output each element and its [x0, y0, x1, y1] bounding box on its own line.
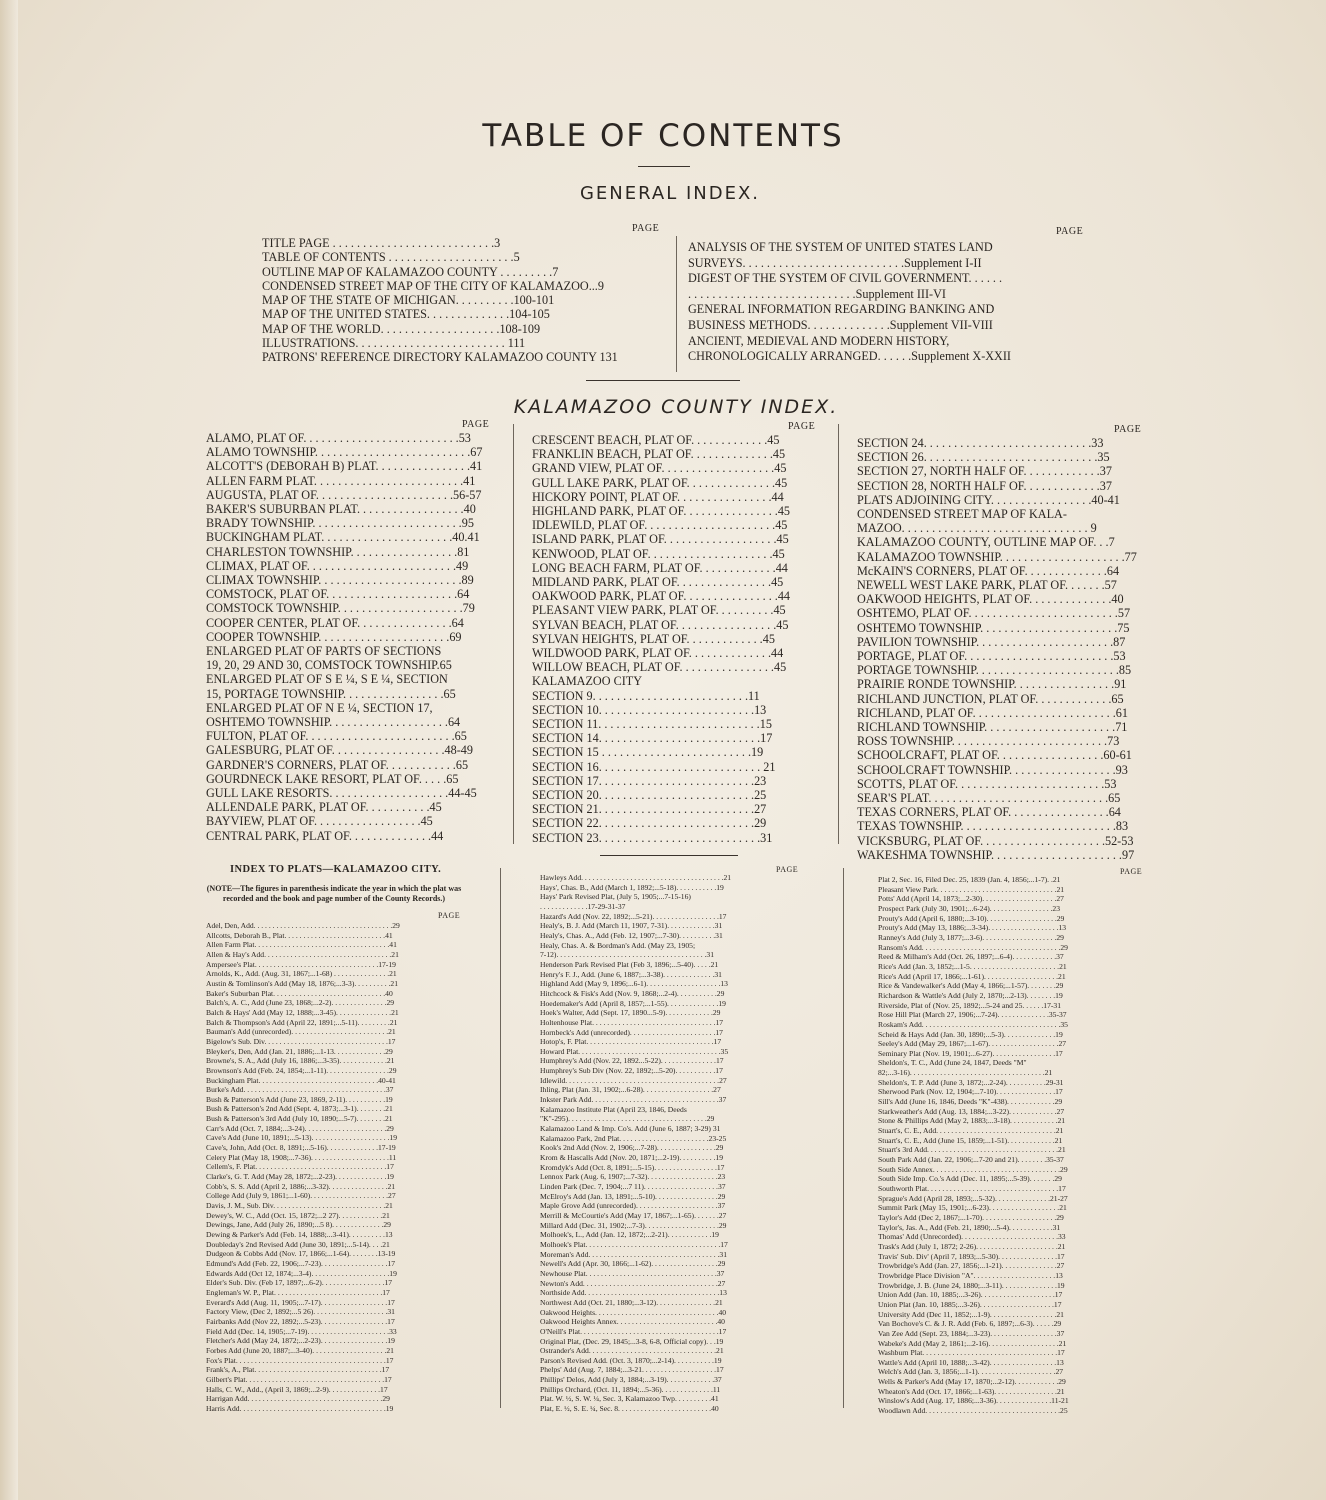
- county-index-entry: FULTON, PLAT OF. . . . . . . . . . . . . . . . . . . . . . . . .65: [206, 729, 467, 744]
- general-index-entry: CONDENSED STREET MAP OF THE CITY OF KALAMAZOO...9: [262, 278, 604, 293]
- page-label-plats-1: PAGE: [438, 911, 461, 920]
- plat-index-entry: Seeley's Add (May 29, 1867;...1-67). . . . . . . . . . . . . . . . . . .27: [878, 1039, 1067, 1049]
- plat-index-entry: Taylor's Add (Dec 2, 1867;...1-70). . . . . . . . . . . . . . . . . . . .29: [878, 1212, 1064, 1222]
- plat-index-entry: Prouty's Add (April 6, 1880;...3-10). . . . . . . . . . . . . . . . . . .29: [878, 913, 1065, 923]
- plat-index-entry: Millard Add (Dec. 31, 1902;...7-3). . . . . . . . . . . . . . . . . . . .29: [540, 1220, 727, 1230]
- plat-index-entry: Ihling, Plat (Jan. 31, 1902;...6-28). . . . . . . . . . . . . . . . . . .27: [540, 1085, 721, 1095]
- county-index-entry: COMSTOCK, PLAT OF. . . . . . . . . . . . . . . . . . . . . .64: [206, 587, 470, 602]
- plat-index-entry: Merrill & McCourtie's Add (May 17, 1867;...1-65). . . . . . .27: [540, 1210, 727, 1220]
- plat-index-entry: Healy's, Chas. A., Add (Feb. 12, 1907;...7-30). . . . . . . . . .31: [540, 930, 723, 940]
- general-index-entry: TABLE OF CONTENTS . . . . . . . . . . . . . . . . . . . . .5: [262, 250, 520, 265]
- plat-index-entry: Pleasant View Park. . . . . . . . . . . . . . . . . . . . . . . . . . . . . . . .21: [878, 884, 1065, 894]
- plat-index-entry: Hays', Chas. B., Add (March 1, 1892;...5-18). . . . . . . . . . .19: [540, 882, 724, 892]
- plat-index-entry: Kromdyk's Add (Oct. 8, 1891;...5-15). . . . . . . . . . . . . . . . .17: [540, 1162, 725, 1172]
- county-index-entry: LONG BEACH FARM, PLAT OF. . . . . . . . . . . . .44: [532, 560, 788, 575]
- plat-index-entry: Newhouse Plat. . . . . . . . . . . . . . . . . . . . . . . . . . . . . . . . . . .37: [540, 1268, 725, 1278]
- plat-index-entry: Edwards Add (Oct 12, 1874;...3-4). . . . . . . . . . . . . . . . . . . . .19: [206, 1268, 397, 1278]
- county-index-entry: OSHTEMO, PLAT OF. . . . . . . . . . . . . . . . . . . . . . . . .57: [857, 606, 1131, 621]
- county-index-entry: BUCKINGHAM PLAT. . . . . . . . . . . . . . . . . . . . . .40.41: [206, 530, 480, 545]
- county-index-entry: WILDWOOD PARK, PLAT OF. . . . . . . . . . . . . .44: [532, 646, 784, 661]
- county-divider-1: [513, 424, 514, 844]
- plat-index-entry: University Add (Dec 11, 1852;...1-9). . . . . . . . . . . . . . . . . .21: [878, 1309, 1064, 1319]
- county-index-entry: GULL LAKE RESORTS. . . . . . . . . . . . . . . . . . . .44-45: [206, 786, 477, 801]
- general-index-entry: MAP OF THE UNITED STATES. . . . . . . . . . . . . .104-105: [262, 307, 550, 322]
- plat-index-entry: McElroy's Add (Jan. 13, 1891;...5-10). . . . . . . . . . . . . . . . .29: [540, 1191, 726, 1201]
- plat-index-entry: Plat, E. ½, S. E. ¼, Sec. 8. . . . . . . . . . . . . . . . . . . . . . . . .40: [540, 1404, 719, 1414]
- plat-index-entry: . . . . . . . . . . . . .17-29-31-37: [540, 901, 626, 911]
- plat-index-entry: Richardson & Wattle's Add (July 2, 1870;...2-13). . . . . . . .19: [878, 990, 1063, 1000]
- plat-index-entry: Kalamazoo Park, 2nd Plat. . . . . . . . . . . . . . . . . . . . . . . .23-25: [540, 1133, 727, 1143]
- plat-index-entry: Molhoek's Plat. . . . . . . . . . . . . . . . . . . . . . . . . . . . . . . . . . . .17: [540, 1239, 728, 1249]
- county-index-entry: KALAMAZOO TOWNSHIP. . . . . . . . . . . . . . . . . . . . .77: [857, 549, 1137, 564]
- county-index-entry: WAKESHMA TOWNSHIP. . . . . . . . . . . . . . . . . . . . . .97: [857, 847, 1135, 862]
- plat-index-entry: South Side Imp. Co.'s Add (Dec. 11, 1895;...5-39). . . . . . .29: [878, 1174, 1062, 1184]
- general-index-entry: TITLE PAGE . . . . . . . . . . . . . . . . . . . . . . . . . . .3: [262, 236, 501, 250]
- page-label-plats-3: PAGE: [1120, 867, 1143, 876]
- plat-index-entry: Field Add (Dec. 14, 1905;...7-19). . . . . . . . . . . . . . . . . . . . . .33: [206, 1326, 397, 1336]
- page-label-plats-2: PAGE: [776, 865, 799, 874]
- plat-index-entry: Allcotts, Deborah B., Plat. . . . . . . . . . . . . . . . . . . . . . . . . . .41: [206, 930, 393, 940]
- plat-index-entry: Stone & Phillips Add (May 2, 1883;...3-18). . . . . . . . . . . . .21: [878, 1116, 1066, 1126]
- plat-index-entry: Kalamazoo Land & Imp. Co's. Add (June 6, 1887; 3-29) 31: [540, 1124, 721, 1134]
- plat-index-entry: Sherwood Park (Nov. 12, 1904;...7-10). . . . . . . . . . . . . . . .17: [878, 1087, 1063, 1097]
- general-index-entry: DIGEST OF THE SYSTEM OF CIVIL GOVERNMENT. . . . . .: [688, 271, 1003, 286]
- county-index-entry: WILLOW BEACH, PLAT OF. . . . . . . . . . . . . . . .45: [532, 660, 787, 675]
- county-index-col2: [532, 433, 816, 845]
- plat-index-entry: Rice & Vandewalker's Add (May 4, 1866;...1-57). . . . . . . .29: [878, 981, 1064, 991]
- plat-index-entry: Harrigan Add. . . . . . . . . . . . . . . . . . . . . . . . . . . . . . . . . . . .29: [206, 1394, 390, 1404]
- plat-index-entry: Potts' Add (April 14, 1873;...2-30). . . . . . . . . . . . . . . . . . . .27: [878, 894, 1064, 904]
- plats-index-col3: [878, 875, 1140, 1416]
- plat-index-entry: Wheaton's Add (Oct. 17, 1866;...1-63). . . . . . . . . . . . . . . . .21: [878, 1386, 1065, 1396]
- plat-index-entry: Hays' Park Revised Plat, (July 5, 1905;...7-15-16): [540, 892, 691, 902]
- plat-index-entry: Sheldon's, T. C., Add (June 24, 1847, Deeds "M": [878, 1058, 1027, 1068]
- county-index-entry: McKAIN'S CORNERS, PLAT OF. . . . . . . . . . . . . .64: [857, 563, 1120, 578]
- plat-index-entry: Fox's Plat. . . . . . . . . . . . . . . . . . . . . . . . . . . . . . . . . . . . . . . .17: [206, 1355, 394, 1365]
- general-index-entry: SURVEYS. . . . . . . . . . . . . . . . . . . . . . . . . . .Supplement I-II: [688, 255, 982, 270]
- county-index-col3: [857, 436, 1142, 862]
- county-index-entry: CONDENSED STREET MAP OF KALA-: [857, 507, 1067, 522]
- county-index-entry: NEWELL WEST LAKE PARK, PLAT OF. . . . . . .57: [857, 578, 1117, 593]
- page-edge: [0, 0, 18, 1500]
- county-index-entry: MAZOO. . . . . . . . . . . . . . . . . . . . . . . . . . . . . . . 9: [857, 521, 1097, 536]
- plat-index-entry: Healy, Chas. A. & Bordman's Add. (May 23, 1905;: [540, 940, 696, 950]
- county-index-entry: GULL LAKE PARK, PLAT OF. . . . . . . . . . . . . . .45: [532, 475, 788, 490]
- plat-index-entry: Wattle's Add (April 10, 1888;...3-42). . . . . . . . . . . . . . . . . .13: [878, 1357, 1064, 1367]
- plat-index-entry: Wells & Parker's Add (May 17, 1870;...2-12). . . . . . . . . . . .29: [878, 1377, 1066, 1387]
- plat-index-entry: Healy's, B. J. Add (March 11, 1907, 7-31). . . . . . . . . . . . .31: [540, 921, 723, 931]
- county-index-entry: SEAR'S PLAT. . . . . . . . . . . . . . . . . . . . . . . . . . . . . .65: [857, 791, 1121, 806]
- county-index-entry: GARDNER'S CORNERS, PLAT OF. . . . . . . . . . . .65: [206, 757, 469, 772]
- county-index-entry: SECTION 9. . . . . . . . . . . . . . . . . . . . . . . . . .11: [532, 688, 760, 703]
- general-index-entry: OUTLINE MAP OF KALAMAZOO COUNTY . . . . . . . . .7: [262, 264, 559, 279]
- plat-index-entry: Austin & Tomlinson's Add (May 18, 1876;...3-3). . . . . . . . . .21: [206, 978, 399, 988]
- plats-index-col2: [540, 873, 800, 1414]
- county-index-entry: ALLENDALE PARK, PLAT OF. . . . . . . . . . .45: [206, 800, 442, 815]
- plat-index-entry: Dewing & Parker's Add (Feb. 14, 1888;...3-41). . . . . . . . . .13: [206, 1230, 393, 1239]
- plat-index-entry: Prouty's Add (May 13, 1886;...3-34). . . . . . . . . . . . . . . . . . .13: [878, 923, 1067, 933]
- plat-index-entry: Hoek's Walter, Add (Sept. 17, 1890...5-9). . . . . . . . . . . . .29: [540, 1008, 721, 1018]
- county-index-entry: OSHTEMO TOWNSHIP. . . . . . . . . . . . . . . . . . . .64: [206, 715, 461, 730]
- plat-index-entry: Scheid & Hays Add (Jan. 30, 1890;...5-3). . . . . . . . . . . . . .19: [878, 1029, 1063, 1039]
- plat-index-entry: Holtenhouse Plat. . . . . . . . . . . . . . . . . . . . . . . . . . . . . . . . .17: [540, 1017, 724, 1027]
- general-index-entry: CHRONOLOGICALLY ARRANGED. . . . . .Supplement X-XXII: [688, 349, 1011, 364]
- plat-index-entry: Bauman's Add (unrecorded). . . . . . . . . . . . . . . . . . . . . . . . . .21: [206, 1027, 396, 1037]
- county-index-entry: SECTION 15 . . . . . . . . . . . . . . . . . . . . . . . . .19: [532, 745, 764, 760]
- plat-index-entry: Trowbridge's Add (Jan. 27, 1856;...1-21). . . . . . . . . . . . . . .27: [878, 1261, 1065, 1271]
- county-index-entry: AUGUSTA, PLAT OF. . . . . . . . . . . . . . . . . . . . . . .56-57: [206, 487, 482, 502]
- page-label-county-2: PAGE: [788, 421, 816, 432]
- plat-index-entry: Northside Add. . . . . . . . . . . . . . . . . . . . . . . . . . . . . . . . . . . .13: [540, 1288, 727, 1298]
- plat-index-entry: Plat. W. ½, S. W. ¼, Sec. 3, Kalamazoo Twp. . . . . . . . . .41: [540, 1394, 719, 1404]
- plat-index-entry: Clarke's, G. T. Add (May 28, 1872;...2-23). . . . . . . . . . . . . .19: [206, 1172, 394, 1182]
- general-index-entry: ILLUSTRATIONS. . . . . . . . . . . . . . . . . . . . . . . . . 111: [262, 336, 526, 351]
- plat-index-entry: Travis' Sub. Div' (April 7, 1893;...5-30). . . . . . . . . . . . . . . .17: [878, 1251, 1065, 1261]
- plat-index-entry: Cellem's, F. Plat. . . . . . . . . . . . . . . . . . . . . . . . . . . . . . . . . . .17: [206, 1162, 394, 1172]
- plat-index-entry: Summit Park (May 15, 1901;...6-23). . . . . . . . . . . . . . . . . . .21: [878, 1203, 1067, 1213]
- plat-index-entry: Allen & Hay's Add. . . . . . . . . . . . . . . . . . . . . . . . . . . . . . . . . .21: [206, 949, 399, 959]
- plat-index-entry: Inkster Park Add. . . . . . . . . . . . . . . . . . . . . . . . . . . . . . . . . .37: [540, 1095, 727, 1105]
- plat-index-entry: Washburn Plat. . . . . . . . . . . . . . . . . . . . . . . . . . . . . . . . . . . .17: [878, 1348, 1065, 1358]
- county-index-entry: ENLARGED PLAT OF N E ¼, SECTION 17,: [206, 700, 433, 715]
- county-index-entry: IDLEWILD, PLAT OF. . . . . . . . . . . . . . . . . . . . . .45: [532, 518, 788, 533]
- plat-index-entry: Bush & Patterson's Add (June 23, 1869, 2-11). . . . . . . . . . .19: [206, 1094, 393, 1104]
- plat-index-entry: Reed & Milham's Add (Oct. 26, 1897;...6-4). . . . . . . . . . . .37: [878, 952, 1064, 962]
- section-rule-1: [586, 380, 740, 381]
- county-index-entry: CENTRAL PARK, PLAT OF. . . . . . . . . . . . . .44: [206, 828, 444, 843]
- plat-index-entry: Burke's Add. . . . . . . . . . . . . . . . . . . . . . . . . . . . . . . . . . . . . .37: [206, 1085, 394, 1095]
- section-rule-2: [600, 855, 738, 856]
- plat-index-entry: Sill's Add (June 16, 1846, Deeds "K"-438). . . . . . . . . . . . .29: [878, 1097, 1063, 1107]
- general-index-entry: PATRONS' REFERENCE DIRECTORY KALAMAZOO COUNTY 131: [262, 350, 618, 365]
- plat-index-entry: Kook's 2nd Add (Nov. 2, 1906;...7-28). . . . . . . . . . . . . . . .29: [540, 1143, 724, 1153]
- county-index-entry: SECTION 27, NORTH HALF OF. . . . . . . . . . . . .37: [857, 464, 1112, 479]
- plat-index-entry: Henry's F. J., Add. (June 6, 1887;...3-38). . . . . . . . . . . . . .31: [540, 969, 722, 979]
- plat-index-entry: 7-12). . . . . . . . . . . . . . . . . . . . . . . . . . . . . . . . . . . . . . . .31: [540, 950, 715, 960]
- plat-index-entry: Arnolds, K., Add. (Aug. 31, 1867;...1-68) . . . . . . . . . . . . . . .21: [206, 969, 397, 979]
- plat-index-entry: Fletcher's Add (May 24, 1872;...2-23). . . . . . . . . . . . . . . . . .19: [206, 1336, 395, 1346]
- plat-index-entry: Henderson Park Revised Plat (Feb 3, 1896;...5-40). . . . .21: [540, 959, 719, 969]
- plat-index-entry: Edmund's Add (Feb. 22, 1906;...7-23). . . . . . . . . . . . . . . . . .17: [206, 1258, 396, 1268]
- plat-index-entry: Union Plat (Jan. 10, 1885;...3-26). . . . . . . . . . . . . . . . . . . .17: [878, 1299, 1062, 1309]
- county-index-entry: GOURDNECK LAKE RESORT, PLAT OF. . . . .65: [206, 771, 459, 786]
- county-index-entry: SCHOOLCRAFT, PLAT OF. . . . . . . . . . . . . . . . . .60-61: [857, 748, 1132, 763]
- county-index-entry: RICHLAND JUNCTION, PLAT OF. . . . . . . . . . . . .65: [857, 691, 1124, 706]
- plat-index-entry: Linden Park (Dec. 7, 1904;...7 11). . . . . . . . . . . . . . . . . . . .37: [540, 1182, 726, 1191]
- plat-index-entry: O'Neill's Plat. . . . . . . . . . . . . . . . . . . . . . . . . . . . . . . . . . . . .17: [540, 1326, 727, 1336]
- plat-index-entry: Hoedemaker's Add (April 8, 1857;...1-55). . . . . . . . . . . . . .19: [540, 998, 726, 1008]
- county-index-entry: GALESBURG, PLAT OF. . . . . . . . . . . . . . . . . . .48-49: [206, 743, 473, 758]
- general-index-entry: BUSINESS METHODS. . . . . . . . . . . . . .Supplement VII-VIII: [688, 317, 993, 332]
- page-label-county-3: PAGE: [1114, 424, 1142, 435]
- county-index-entry: PORTAGE TOWNSHIP. . . . . . . . . . . . . . . . . . . . . . . .85: [857, 663, 1132, 678]
- plat-index-entry: Phillips Orchard, (Oct. 11, 1894;...5-36). . . . . . . . . . . . . .11: [540, 1384, 721, 1394]
- county-index-entry: SCOTTS, PLAT OF. . . . . . . . . . . . . . . . . . . . . . . . .53: [857, 776, 1117, 791]
- county-index-entry: RICHLAND TOWNSHIP. . . . . . . . . . . . . . . . . . . . . .71: [857, 720, 1128, 735]
- county-index-entry: SECTION 26. . . . . . . . . . . . . . . . . . . . . . . . . . . . .35: [857, 450, 1110, 465]
- plat-index-entry: Rice's Add (April 17, 1866;...1-61). . . . . . . . . . . . . . . . . . . .21: [878, 971, 1066, 981]
- plat-index-entry: Moreman's Add. . . . . . . . . . . . . . . . . . . . . . . . . . . . . . . . . . .31: [540, 1249, 727, 1259]
- plat-index-entry: Harris Add. . . . . . . . . . . . . . . . . . . . . . . . . . . . . . . . . . . . . . .19: [206, 1403, 394, 1413]
- plat-index-entry: Carr's Add (Oct. 7, 1884;...3-24). . . . . . . . . . . . . . . . . . . . . .29: [206, 1123, 394, 1133]
- county-index-entry: KALAMAZOO CITY: [532, 674, 643, 689]
- county-index-entry: ISLAND PARK, PLAT OF. . . . . . . . . . . . . . . . . . .45: [532, 532, 789, 547]
- plat-index-entry: Wabeke's Add (May 2, 1861;...2-16). . . . . . . . . . . . . . . . . . .21: [878, 1338, 1067, 1348]
- county-index-entry: ALAMO TOWNSHIP. . . . . . . . . . . . . . . . . . . . . . . . . .67: [206, 445, 483, 460]
- plat-index-entry: Engleman's W. P., Plat. . . . . . . . . . . . . . . . . . . . . . . . . . . . .17: [206, 1287, 390, 1297]
- county-index-entry: CLIMAX TOWNSHIP. . . . . . . . . . . . . . . . . . . . . . . .89: [206, 573, 474, 588]
- plat-index-entry: Rice's Add (Jan. 3, 1852;...1-5. . . . . . . . . . . . . . . . . . . . . . . .21: [878, 961, 1067, 971]
- plat-index-entry: Celery Plat (May 18, 1908;...7-36). . . . . . . . . . . . . . . . . . . . .11: [206, 1152, 397, 1162]
- plat-index-entry: Roskam's Add. . . . . . . . . . . . . . . . . . . . . . . . . . . . . . . . . . . . .35: [878, 1019, 1068, 1029]
- plat-index-entry: Rose Hill Plat (March 27, 1906;...7-24). . . . . . . . . . . . . .35-37: [878, 1010, 1067, 1020]
- county-index-entry: BAYVIEW, PLAT OF. . . . . . . . . . . . . . . . . .45: [206, 814, 433, 829]
- county-index-entry: KENWOOD, PLAT OF. . . . . . . . . . . . . . . . . . . . .45: [532, 546, 785, 561]
- county-index-entry: ALAMO, PLAT OF. . . . . . . . . . . . . . . . . . . . . . . . . .53: [206, 431, 471, 445]
- county-index-entry: SECTION 11. . . . . . . . . . . . . . . . . . . . . . . . . . .15: [532, 717, 772, 732]
- plats-index-note: (NOTE—The figures in parenthesis indicate the year in which the plat was recorded and the book and page number of the County Records.): [206, 884, 462, 903]
- plat-index-entry: Baker's Suburban Plat. . . . . . . . . . . . . . . . . . . . . . . . . . . . . .40: [206, 988, 393, 998]
- county-index-entry: SCHOOLCRAFT TOWNSHIP. . . . . . . . . . . . . . . . . .93: [857, 762, 1128, 777]
- county-index-entry: SECTION 14. . . . . . . . . . . . . . . . . . . . . . . . . . .17: [532, 731, 773, 746]
- plat-index-entry: Ransom's Add. . . . . . . . . . . . . . . . . . . . . . . . . . . . . . . . . . . . .29: [878, 942, 1068, 952]
- plat-index-entry: Kalamazoo Institute Plat (April 23, 1846, Deeds: [540, 1104, 687, 1114]
- plat-index-entry: Ostrander's Add. . . . . . . . . . . . . . . . . . . . . . . . . . . . . . . . . .21: [540, 1346, 724, 1356]
- plat-index-entry: Humphrey's Sub Div (Nov. 22, 1892;...5-20). . . . . . . . . . .17: [540, 1066, 723, 1076]
- plat-index-entry: Ampersee's Plat. . . . . . . . . . . . . . . . . . . . . . . . . . . . . . . . .17-19: [206, 959, 396, 969]
- plats-index-title: INDEX TO PLATS—KALAMAZOO CITY.: [230, 864, 442, 875]
- plat-index-entry: Stuart's, C. E., Add. . . . . . . . . . . . . . . . . . . . . . . . . . . . . . . .21: [878, 1126, 1064, 1136]
- plat-index-entry: Fairbanks Add (Nov 22, 1892;...5-23). . . . . . . . . . . . . . . . . .17: [206, 1316, 395, 1326]
- county-index-entry: PAVILION TOWNSHIP. . . . . . . . . . . . . . . . . . . . . . .87: [857, 634, 1126, 649]
- plats-index-col1: [206, 921, 458, 1413]
- plat-index-entry: Original Plat, (Dec. 29, 1845;...3-8, 6-8, Official copy). . .19: [540, 1336, 724, 1346]
- county-index-entry: KALAMAZOO COUNTY, OUTLINE MAP OF. . .7: [857, 535, 1115, 550]
- plat-index-entry: Highland Add (May 9, 1896;...6-1). . . . . . . . . . . . . . . . . . . .13: [540, 979, 728, 989]
- county-index-entry: SECTION 17. . . . . . . . . . . . . . . . . . . . . . . . . .23: [532, 773, 767, 788]
- plat-index-entry: Phillips' Delos, Add (July 3, 1884;...3-19). . . . . . . . . . . . .37: [540, 1375, 722, 1385]
- plat-index-entry: Stuart's 3rd Add. . . . . . . . . . . . . . . . . . . . . . . . . . . . . . . . . . .21: [878, 1145, 1066, 1155]
- plat-index-entry: Riverside, Plat of (Nov. 25, 1892;...5-24 and 25. . . . . .17-31: [878, 1000, 1062, 1010]
- plat-index-entry: Oakwood Heights Annex. . . . . . . . . . . . . . . . . . . . . . . . . . .40: [540, 1317, 725, 1327]
- county-index-entry: 19, 20, 29 AND 30, COMSTOCK TOWNSHIP.65: [206, 658, 452, 673]
- plat-index-entry: Dewings, Jane, Add (July 26, 1890;...5 8). . . . . . . . . . . . . .29: [206, 1220, 391, 1230]
- county-index-entry: PLEASANT VIEW PARK, PLAT OF. . . . . . . . . .45: [532, 603, 786, 618]
- plat-index-entry: Prospect Park (July 30, 1901;...6-24). . . . . . . . . . . . . . . . .23: [878, 903, 1061, 913]
- general-index-entry: . . . . . . . . . . . . . . . . . . . . . . . . . . . .Supplement III-VI: [688, 286, 946, 301]
- plat-index-entry: "K"-295). . . . . . . . . . . . . . . . . . . . . . . . . . . . . . . . . . . . .29: [540, 1114, 715, 1124]
- plat-index-entry: Molhoek's, L., Add (Jan. 12, 1872;...2-21). . . . . . . . . . . .19: [540, 1230, 719, 1240]
- county-index-entry: FRANKLIN BEACH, PLAT OF. . . . . . . . . . . . . .45: [532, 447, 786, 462]
- plat-index-entry: Howard Plat. . . . . . . . . . . . . . . . . . . . . . . . . . . . . . . . . . . . . .35: [540, 1046, 729, 1056]
- county-index-entry: PRAIRIE RONDE TOWNSHIP. . . . . . . . . . . . . . . . .91: [857, 677, 1127, 692]
- plat-index-entry: Thomas' Add (Unrecorded). . . . . . . . . . . . . . . . . . . . . . . . . .33: [878, 1232, 1066, 1242]
- plat-index-entry: Balch & Thompson's Add (April 22, 1891;...5-11). . . . . . . . .21: [206, 1017, 398, 1027]
- county-index-entry: ENLARGED PLAT OF PARTS OF SECTIONS: [206, 644, 442, 659]
- plat-index-entry: Lennox Park (Aug. 6, 1907;...7-32). . . . . . . . . . . . . . . . . . .23: [540, 1172, 726, 1182]
- county-index-col1: [206, 431, 492, 843]
- plat-index-entry: Oakwood Heights. . . . . . . . . . . . . . . . . . . . . . . . . . . . . . . . .40: [540, 1307, 727, 1317]
- plat-index-entry: Idlewild. . . . . . . . . . . . . . . . . . . . . . . . . . . . . . . . . . . . . . . . .27: [540, 1075, 727, 1085]
- plat-index-entry: Gilbert's Plat. . . . . . . . . . . . . . . . . . . . . . . . . . . . . . . . . . . . .17: [206, 1374, 392, 1384]
- plat-index-entry: Forbes Add (June 20, 1887;...3-40). . . . . . . . . . . . . . . . . . . .21: [206, 1345, 394, 1355]
- plat-index-entry: Cave's, John, Add (Oct. 8, 1891;...5-16). . . . . . . . . . . . . .17-19: [206, 1143, 396, 1153]
- plat-index-entry: Trowbridge, J. B. (June 24, 1880;...3-11). . . . . . . . . . . . . . .19: [878, 1280, 1065, 1290]
- plat-index-entry: South Park Add (Jan. 22, 1906;...7-20 and 21). . . . . . . .35-37: [878, 1155, 1064, 1165]
- plat-index-entry: Welch's Add (Jan. 3, 1856;...1-1). . . . . . . . . . . . . . . . . . . . .27: [878, 1367, 1064, 1377]
- county-index-entry: BRADY TOWNSHIP. . . . . . . . . . . . . . . . . . . . . . . . .95: [206, 516, 474, 531]
- plat-index-entry: Balch's, A. C., Add (June 23, 1868;...2-2). . . . . . . . . . . . . . .29: [206, 998, 395, 1008]
- county-index-entry: OSHTEMO TOWNSHIP. . . . . . . . . . . . . . . . . . . . . . .75: [857, 620, 1130, 635]
- county-index-entry: CRESCENT BEACH, PLAT OF. . . . . . . . . . . . .45: [532, 433, 780, 447]
- plat-index-entry: Humphrey's Add (Nov. 22, 1892...5-22). . . . . . . . . . . . . . .17: [540, 1056, 724, 1066]
- plat-index-entry: Union Add (Jan. 10, 1885;...3-26). . . . . . . . . . . . . . . . . . . .17: [878, 1290, 1063, 1300]
- county-index-entry: SECTION 28, NORTH HALF OF. . . . . . . . . . . . .37: [857, 478, 1112, 493]
- county-index-entry: SECTION 20. . . . . . . . . . . . . . . . . . . . . . . . . .25: [532, 788, 767, 803]
- plat-index-entry: Stuart's, C. E., Add (June 15, 1859;...1-51). . . . . . . . . . . . .21: [878, 1135, 1063, 1145]
- plat-index-entry: Plat 2, Sec. 16, Filed Dec. 25, 1839 (Jan. 4, 1856;...1-7). .21: [878, 875, 1061, 884]
- plat-index-entry: Starkweather's Add (Aug. 13, 1884;...3-22). . . . . . . . . . . . .27: [878, 1106, 1065, 1116]
- plat-index-entry: Hornbeck's Add (unrecorded). . . . . . . . . . . . . . . . . . . . . . .17: [540, 1027, 723, 1037]
- general-index-entry: MAP OF THE WORLD. . . . . . . . . . . . . . . . . . . .108-109: [262, 321, 541, 336]
- county-index-entry: SYLVAN HEIGHTS, PLAT OF. . . . . . . . . . . . .45: [532, 631, 775, 646]
- plat-index-entry: Newell's Add (Apr. 30, 1866;...1-62). . . . . . . . . . . . . . . . . .29: [540, 1259, 726, 1269]
- plat-index-entry: Woodlawn Add. . . . . . . . . . . . . . . . . . . . . . . . . . . . . . . . . . . .25: [878, 1406, 1068, 1416]
- plat-index-entry: Dudgeon & Cobbs Add (Nov. 17, 1866;...1-64). . . . . . . .13-19: [206, 1249, 396, 1259]
- county-index-entry: SECTION 10. . . . . . . . . . . . . . . . . . . . . . . . . .13: [532, 702, 767, 717]
- general-index-right: [688, 240, 1088, 365]
- county-index-entry: TEXAS TOWNSHIP. . . . . . . . . . . . . . . . . . . . . . . . . .83: [857, 819, 1129, 834]
- plat-index-entry: Krom & Hascalls Add (Nov. 20, 1871;...2-19). . . . . . . . . .19: [540, 1153, 724, 1163]
- county-index-entry: SECTION 16. . . . . . . . . . . . . . . . . . . . . . . . . . . 21: [532, 759, 776, 774]
- plat-index-entry: Brownson's Add (Feb. 24, 1854;...1-11). . . . . . . . . . . . . . . . .29: [206, 1065, 397, 1075]
- county-index-entry: ALLEN FARM PLAT. . . . . . . . . . . . . . . . . . . . . . . . .41: [206, 473, 476, 488]
- county-index-entry: CHARLESTON TOWNSHIP. . . . . . . . . . . . . . . . . .81: [206, 544, 470, 559]
- plat-index-entry: Adel, Den, Add. . . . . . . . . . . . . . . . . . . . . . . . . . . . . . . . . . . . .29: [206, 921, 400, 930]
- plat-index-entry: Sprague's Add (April 28, 1893;...5-32). . . . . . . . . . . . . . .21-27: [878, 1193, 1068, 1203]
- county-index-entry: MIDLAND PARK, PLAT OF. . . . . . . . . . . . . . . .45: [532, 575, 784, 590]
- county-index-entry: PLATS ADJOINING CITY. . . . . . . . . . . . . . . . .40-41: [857, 492, 1120, 507]
- plat-index-entry: Cave's Add (June 10, 1891;...5-13). . . . . . . . . . . . . . . . . . . . .19: [206, 1133, 397, 1143]
- plat-index-entry: Allen Farm Plat. . . . . . . . . . . . . . . . . . . . . . . . . . . . . . . . . . . .41: [206, 940, 397, 950]
- plat-index-entry: Doubleday's 2nd Revised Add (June 30, 1891;...5-14). . . .21: [206, 1239, 390, 1249]
- plat-index-entry: Sheldon's, T. P. Add (June 3, 1872;...2-24). . . . . . . . . . .29-31: [878, 1077, 1064, 1087]
- county-index-entry: SECTION 23. . . . . . . . . . . . . . . . . . . . . . . . . . .31: [532, 830, 773, 845]
- plat-index-entry: Seminary Plat (Nov. 19, 1901;...6-27). . . . . . . . . . . . . . . . .17: [878, 1048, 1063, 1058]
- plat-index-entry: Browne's, S. A., Add (July 16, 1886;...3-35). . . . . . . . . . . . .21: [206, 1056, 395, 1066]
- plat-index-entry: Hotop's, F. Plat. . . . . . . . . . . . . . . . . . . . . . . . . . . . . . . . . .17: [540, 1037, 722, 1047]
- general-index-left: [262, 236, 662, 365]
- page-label-general-right: PAGE: [1056, 226, 1084, 237]
- county-index-entry: 15, PORTAGE TOWNSHIP. . . . . . . . . . . . . . . . .65: [206, 686, 456, 701]
- plat-index-entry: Bush & Patterson's 2nd Add (Sept. 4, 1873;...3-1). . . . . . . .21: [206, 1104, 393, 1114]
- plat-index-entry: Hawleys Add. . . . . . . . . . . . . . . . . . . . . . . . . . . . . . . . . . . . . .21: [540, 873, 732, 882]
- general-index-entry: ANALYSIS OF THE SYSTEM OF UNITED STATES LAND: [688, 240, 993, 254]
- county-index-entry: COOPER CENTER, PLAT OF. . . . . . . . . . . . . . . .64: [206, 615, 464, 630]
- plat-index-entry: Everard's Add (Aug. 11, 1905;...7-17). . . . . . . . . . . . . . . . . .17: [206, 1297, 395, 1307]
- county-index-entry: RICHLAND, PLAT OF. . . . . . . . . . . . . . . . . . . . . . . .61: [857, 705, 1128, 720]
- plat-index-entry: Ranney's Add (July 3, 1877;...3-6). . . . . . . . . . . . . . . . . . . .29: [878, 932, 1064, 942]
- county-index-entry: ALCOTT'S (DEBORAH B) PLAT. . . . . . . . . . . . . . . .41: [206, 459, 483, 474]
- plat-index-entry: Dewey's, W. C., Add (Oct. 15, 1872;...2 27). . . . . . . . . . . .21: [206, 1210, 390, 1220]
- plat-index-entry: Newton's Add. . . . . . . . . . . . . . . . . . . . . . . . . . . . . . . . . . . .27: [540, 1278, 726, 1288]
- county-index-entry: SECTION 22. . . . . . . . . . . . . . . . . . . . . . . . . .29: [532, 816, 767, 831]
- general-index-entry: GENERAL INFORMATION REGARDING BANKING AND: [688, 302, 995, 317]
- plat-index-entry: Balch & Hays' Add (May 12, 1888;...3-45). . . . . . . . . . . . . . .21: [206, 1007, 399, 1017]
- plat-index-entry: Southworth Plat. . . . . . . . . . . . . . . . . . . . . . . . . . . . . . . . . . .17: [878, 1184, 1066, 1193]
- plat-index-entry: Van Zee Add (Sept. 23, 1884;...3-23). . . . . . . . . . . . . . . . . .37: [878, 1328, 1065, 1338]
- plat-index-entry: Bleyker's, Den, Add (Jan. 21, 1886;...1-13. . . . . . . . . . . . . .29: [206, 1046, 393, 1056]
- plat-index-entry: Hitchcock & Fisk's Add (Nov. 9, 1868;...2-4). . . . . . . . . . .29: [540, 988, 725, 998]
- plat-index-entry: Elder's Sub. Div. (Feb 17, 1897;...6-2). . . . . . . . . . . . . . . . .17: [206, 1278, 393, 1288]
- plat-index-entry: Bigelow's Sub. Div. . . . . . . . . . . . . . . . . . . . . . . . . . . . . . . . .17: [206, 1036, 396, 1046]
- plat-index-entry: Winslow's Add (Aug. 17, 1886;...3-36). . . . . . . . . . . . . . .11-21: [878, 1396, 1069, 1406]
- county-index-entry: HIGHLAND PARK, PLAT OF. . . . . . . . . . . . . . . .45: [532, 504, 791, 519]
- plat-index-entry: Halls, C. W., Add., (April 3, 1869;...2-9). . . . . . . . . . . . . .17: [206, 1384, 388, 1394]
- plats-divider-2: [843, 868, 844, 1408]
- county-index-entry: VICKSBURG, PLAT OF. . . . . . . . . . . . . . . . . . . . .52-53: [857, 833, 1134, 848]
- county-index-heading: KALAMAZOO COUNTY INDEX.: [513, 396, 839, 418]
- plat-index-entry: Trask's Add (July 1, 1872; 2-26). . . . . . . . . . . . . . . . . . . . . .21: [878, 1241, 1066, 1251]
- county-index-entry: SYLVAN BEACH, PLAT OF. . . . . . . . . . . . . . . . .45: [532, 617, 789, 632]
- general-index-heading: GENERAL INDEX.: [579, 183, 761, 204]
- plat-index-entry: Frank's, A., Plat. . . . . . . . . . . . . . . . . . . . . . . . . . . . . . . . . .17: [206, 1365, 390, 1375]
- county-index-entry: SECTION 21. . . . . . . . . . . . . . . . . . . . . . . . . .27: [532, 802, 767, 817]
- county-index-entry: TEXAS CORNERS, PLAT OF. . . . . . . . . . . . . . . . .64: [857, 805, 1121, 820]
- plat-index-entry: Northwest Add (Oct. 21, 1880;...3-12). . . . . . . . . . . . . . . .21: [540, 1297, 723, 1307]
- title-rule: [638, 166, 690, 167]
- county-divider-2: [838, 424, 839, 844]
- plat-index-entry: Maple Grove Add (unrecorded). . . . . . . . . . . . . . . . . . . . . .37: [540, 1201, 726, 1211]
- county-index-entry: BAKER'S SUBURBAN PLAT. . . . . . . . . . . . . . . . . .40: [206, 502, 476, 517]
- plats-divider-1: [500, 868, 501, 1408]
- page-label-county-1: PAGE: [462, 419, 490, 430]
- general-divider: [676, 236, 677, 372]
- plat-index-entry: Hazard's Add (Nov. 22, 1892;...5-21). . . . . . . . . . . . . . . . . .17: [540, 911, 727, 921]
- county-index-entry: CLIMAX, PLAT OF. . . . . . . . . . . . . . . . . . . . . . . . .49: [206, 558, 469, 573]
- plat-index-entry: Parson's Revised Add. (Oct. 3, 1870;...2-14). . . . . . . . . . .19: [540, 1355, 722, 1365]
- county-index-entry: ENLARGED PLAT OF S E ¼, S E ¼, SECTION: [206, 672, 448, 687]
- county-index-entry: COMSTOCK TOWNSHIP. . . . . . . . . . . . . . . . . . . . .79: [206, 601, 475, 616]
- county-index-entry: ROSS TOWNSHIP. . . . . . . . . . . . . . . . . . . . . . . . . .73: [857, 734, 1120, 749]
- plat-index-entry: South Side Annex. . . . . . . . . . . . . . . . . . . . . . . . . . . . . . . . . .29: [878, 1164, 1068, 1174]
- plat-index-entry: Van Bochove's C. & J. R. Add (Feb. 6, 1897;...6-3). . . . . .29: [878, 1319, 1062, 1329]
- county-index-entry: GRAND VIEW, PLAT OF. . . . . . . . . . . . . . . . . . .45: [532, 461, 787, 476]
- county-index-entry: COOPER TOWNSHIP. . . . . . . . . . . . . . . . . . . . . .69: [206, 629, 462, 644]
- county-index-entry: SECTION 24. . . . . . . . . . . . . . . . . . . . . . . . . . . .33: [857, 436, 1104, 450]
- plat-index-entry: Trowbridge Place Division "A". . . . . . . . . . . . . . . . . . . . . .13: [878, 1270, 1063, 1280]
- page-label-general-left: PAGE: [632, 223, 660, 234]
- general-index-entry: ANCIENT, MEDIEVAL AND MODERN HISTORY,: [688, 333, 950, 348]
- page-title: TABLE OF CONTENTS: [482, 118, 844, 154]
- plat-index-entry: Bush & Patterson's 3rd Add (July 10, 1890;...5-7). . . . . . . .21: [206, 1114, 393, 1124]
- plat-index-entry: Taylor's, Jas. A., Add (Feb. 21, 1890;...5-4). . . . . . . . . . . .31: [878, 1222, 1061, 1232]
- county-index-entry: OAKWOOD HEIGHTS, PLAT OF. . . . . . . . . . . . . .40: [857, 592, 1124, 607]
- plat-index-entry: Factory View, (Dec 2, 1892;...5 26). . . . . . . . . . . . . . . . . . . .31: [206, 1307, 395, 1317]
- plat-index-entry: College Add (July 9, 1861;...1-60). . . . . . . . . . . . . . . . . . . . .27: [206, 1191, 396, 1201]
- county-index-entry: OAKWOOD PARK, PLAT OF. . . . . . . . . . . . . . . .44: [532, 589, 791, 604]
- plat-index-entry: Phelps' Add (Aug. 7, 1884;...3-21. . . . . . . . . . . . . . . . . . . .17: [540, 1365, 724, 1375]
- plat-index-entry: Davis, J. M., Sub. Div. . . . . . . . . . . . . . . . . . . . . . . . . . . . . .21: [206, 1201, 393, 1211]
- plat-index-entry: Cobb's, S. S. Add (April 2, 1886;...3-32). . . . . . . . . . . . . . . .21: [206, 1181, 396, 1191]
- plat-index-entry: Buckingham Plat. . . . . . . . . . . . . . . . . . . . . . . . . . . . . . . .40-41: [206, 1075, 396, 1085]
- general-index-entry: MAP OF THE STATE OF MICHIGAN. . . . . . . . . .100-101: [262, 293, 555, 308]
- county-index-entry: PORTAGE, PLAT OF. . . . . . . . . . . . . . . . . . . . . . . . .53: [857, 649, 1126, 664]
- plat-index-entry: 82;...3-16). . . . . . . . . . . . . . . . . . . . . . . . . . . . . . . . . . . .21: [878, 1068, 1053, 1078]
- county-index-entry: HICKORY POINT, PLAT OF. . . . . . . . . . . . . . . .44: [532, 489, 784, 504]
